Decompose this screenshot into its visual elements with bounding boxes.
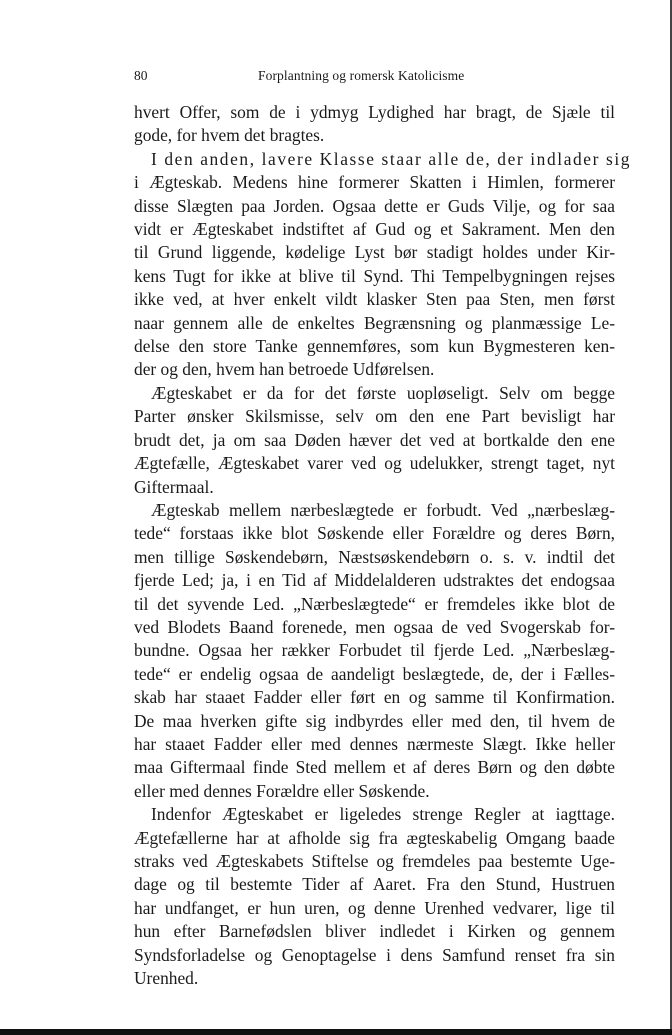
text-line: maa Giftermaal finde Sted mellem et af deres Børn og den døbte xyxy=(134,757,615,778)
text-line: tede“ er endelig ogsaa de aandeligt beslægtede, de, der i Fælles- xyxy=(134,663,615,684)
page-number: 80 xyxy=(134,68,148,83)
text-line: Ægtefælle, Ægteskabet varer ved og udelukker, strengt taget, nyt xyxy=(134,453,615,474)
text-line: skab har staaet Fadder eller ført en og samme til Konfirmation. xyxy=(134,687,615,708)
text-line: naar gennem alle de enkeltes Begrænsning og planmæssige Le- xyxy=(134,312,615,333)
running-title: Forplantning og romersk Katolicisme xyxy=(258,68,465,83)
paragraph-2 xyxy=(134,148,632,382)
text-line: fjerde Led; ja, i en Tid af Middelalderen udstraktes det endogsaa xyxy=(134,570,615,591)
body-text xyxy=(134,101,632,990)
text-line: hvert Offer, som de i ydmyg Lydighed har bragt, de Sjæle til xyxy=(134,102,615,122)
text-line: i Ægteskab. Medens hine formerer Skatten i Himlen, formerer xyxy=(134,172,615,193)
text-line: ved Blodets Baand forenede, men ogsaa de ved Svogerskab for- xyxy=(134,616,615,637)
text-line: delse den store Tanke gennemføres, som kun Bygmesteren ken- xyxy=(134,336,615,357)
text-line: ikke ved, at hver enkelt vildt klasker Sten paa Sten, men først xyxy=(134,289,615,310)
text-line: De maa hverken gifte sig indbyrdes eller med den, til hvem de xyxy=(134,710,615,731)
text-line: til Grund liggende, kødelige Lyst bør stadigt holdes under Kir- xyxy=(134,242,615,263)
page-bottom-edge xyxy=(0,1029,672,1035)
text-line: til det syvende Led. „Nærbeslægtede“ er fremdeles ikke blot de xyxy=(134,593,615,614)
page-header xyxy=(134,66,614,86)
text-line: bundne. Ogsaa her rækker Forbudet til fjerde Led. „Nærbeslæg- xyxy=(134,640,615,661)
paragraph-1 xyxy=(134,101,615,148)
text-line: Urenhed. xyxy=(134,968,199,989)
text-line: disse Slægten paa Jorden. Ogsaa dette er Guds Vilje, og for saa xyxy=(134,195,615,216)
paragraph-4 xyxy=(134,499,615,803)
text-line: Ægteskab mellem nærbeslægtede er forbudt. Ved „nærbeslæg- xyxy=(151,499,615,520)
text-line: dage og til bestemte Tider af Aaret. Fra den Stund, Hustruen xyxy=(134,874,615,895)
text-line: tede“ forstaas ikke blot Søskende eller Forældre og deres Børn, xyxy=(134,523,615,544)
text-line: straks ved Ægteskabets Stiftelse og fremdeles paa bestemte Uge- xyxy=(134,851,615,871)
text-line: hun efter Barnefødslen bliver indledet i Kirken og gennem xyxy=(134,921,615,942)
text-line: kens Tugt for ikke at blive til Synd. Thi Tempelbygningen rejses xyxy=(134,265,615,286)
text-line: har undfanget, er hun uren, og denne Urenhed vedvarer, lige til xyxy=(134,897,615,918)
text-line: Ægtefællerne har at afholde sig fra ægteskabelig Omgang baade xyxy=(134,827,615,848)
text-line: I den anden, lavere Klasse staar alle de, der indlader sig xyxy=(151,148,632,169)
text-line: Giftermaal. xyxy=(134,476,214,497)
text-line: der og den, hvem han betroede Udførelsen. xyxy=(134,359,435,380)
text-line: vidt er Ægteskabet indstiftet af Gud og et Sakrament. Men den xyxy=(134,219,615,240)
text-line: brudt det, ja om saa Døden hæver det ved at bortkalde den ene xyxy=(134,429,615,450)
text-line: men tillige Søskendebørn, Næstsøskendebørn o. s. v. indtil det xyxy=(134,546,615,567)
text-line: gode, for hvem det bragtes. xyxy=(134,125,325,146)
paragraph-5 xyxy=(134,803,615,990)
text-line: Ægteskabet er da for det første uopløseligt. Selv om begge xyxy=(151,382,615,403)
text-line: har staaet Fadder eller med dennes nærmeste Slægt. Ikke heller xyxy=(134,733,615,754)
text-line: Syndsforladelse og Genoptagelse i dens Samfund renset fra sin xyxy=(134,944,615,965)
text-line: Parter ønsker Skilsmisse, selv om den ene Part bevisligt har xyxy=(134,406,615,427)
paragraph-3 xyxy=(134,382,615,499)
text-line: eller med dennes Forældre eller Søskende. xyxy=(134,780,430,801)
text-line: Indenfor Ægteskabet er ligeledes strenge Regler at iagttage. xyxy=(151,804,615,825)
